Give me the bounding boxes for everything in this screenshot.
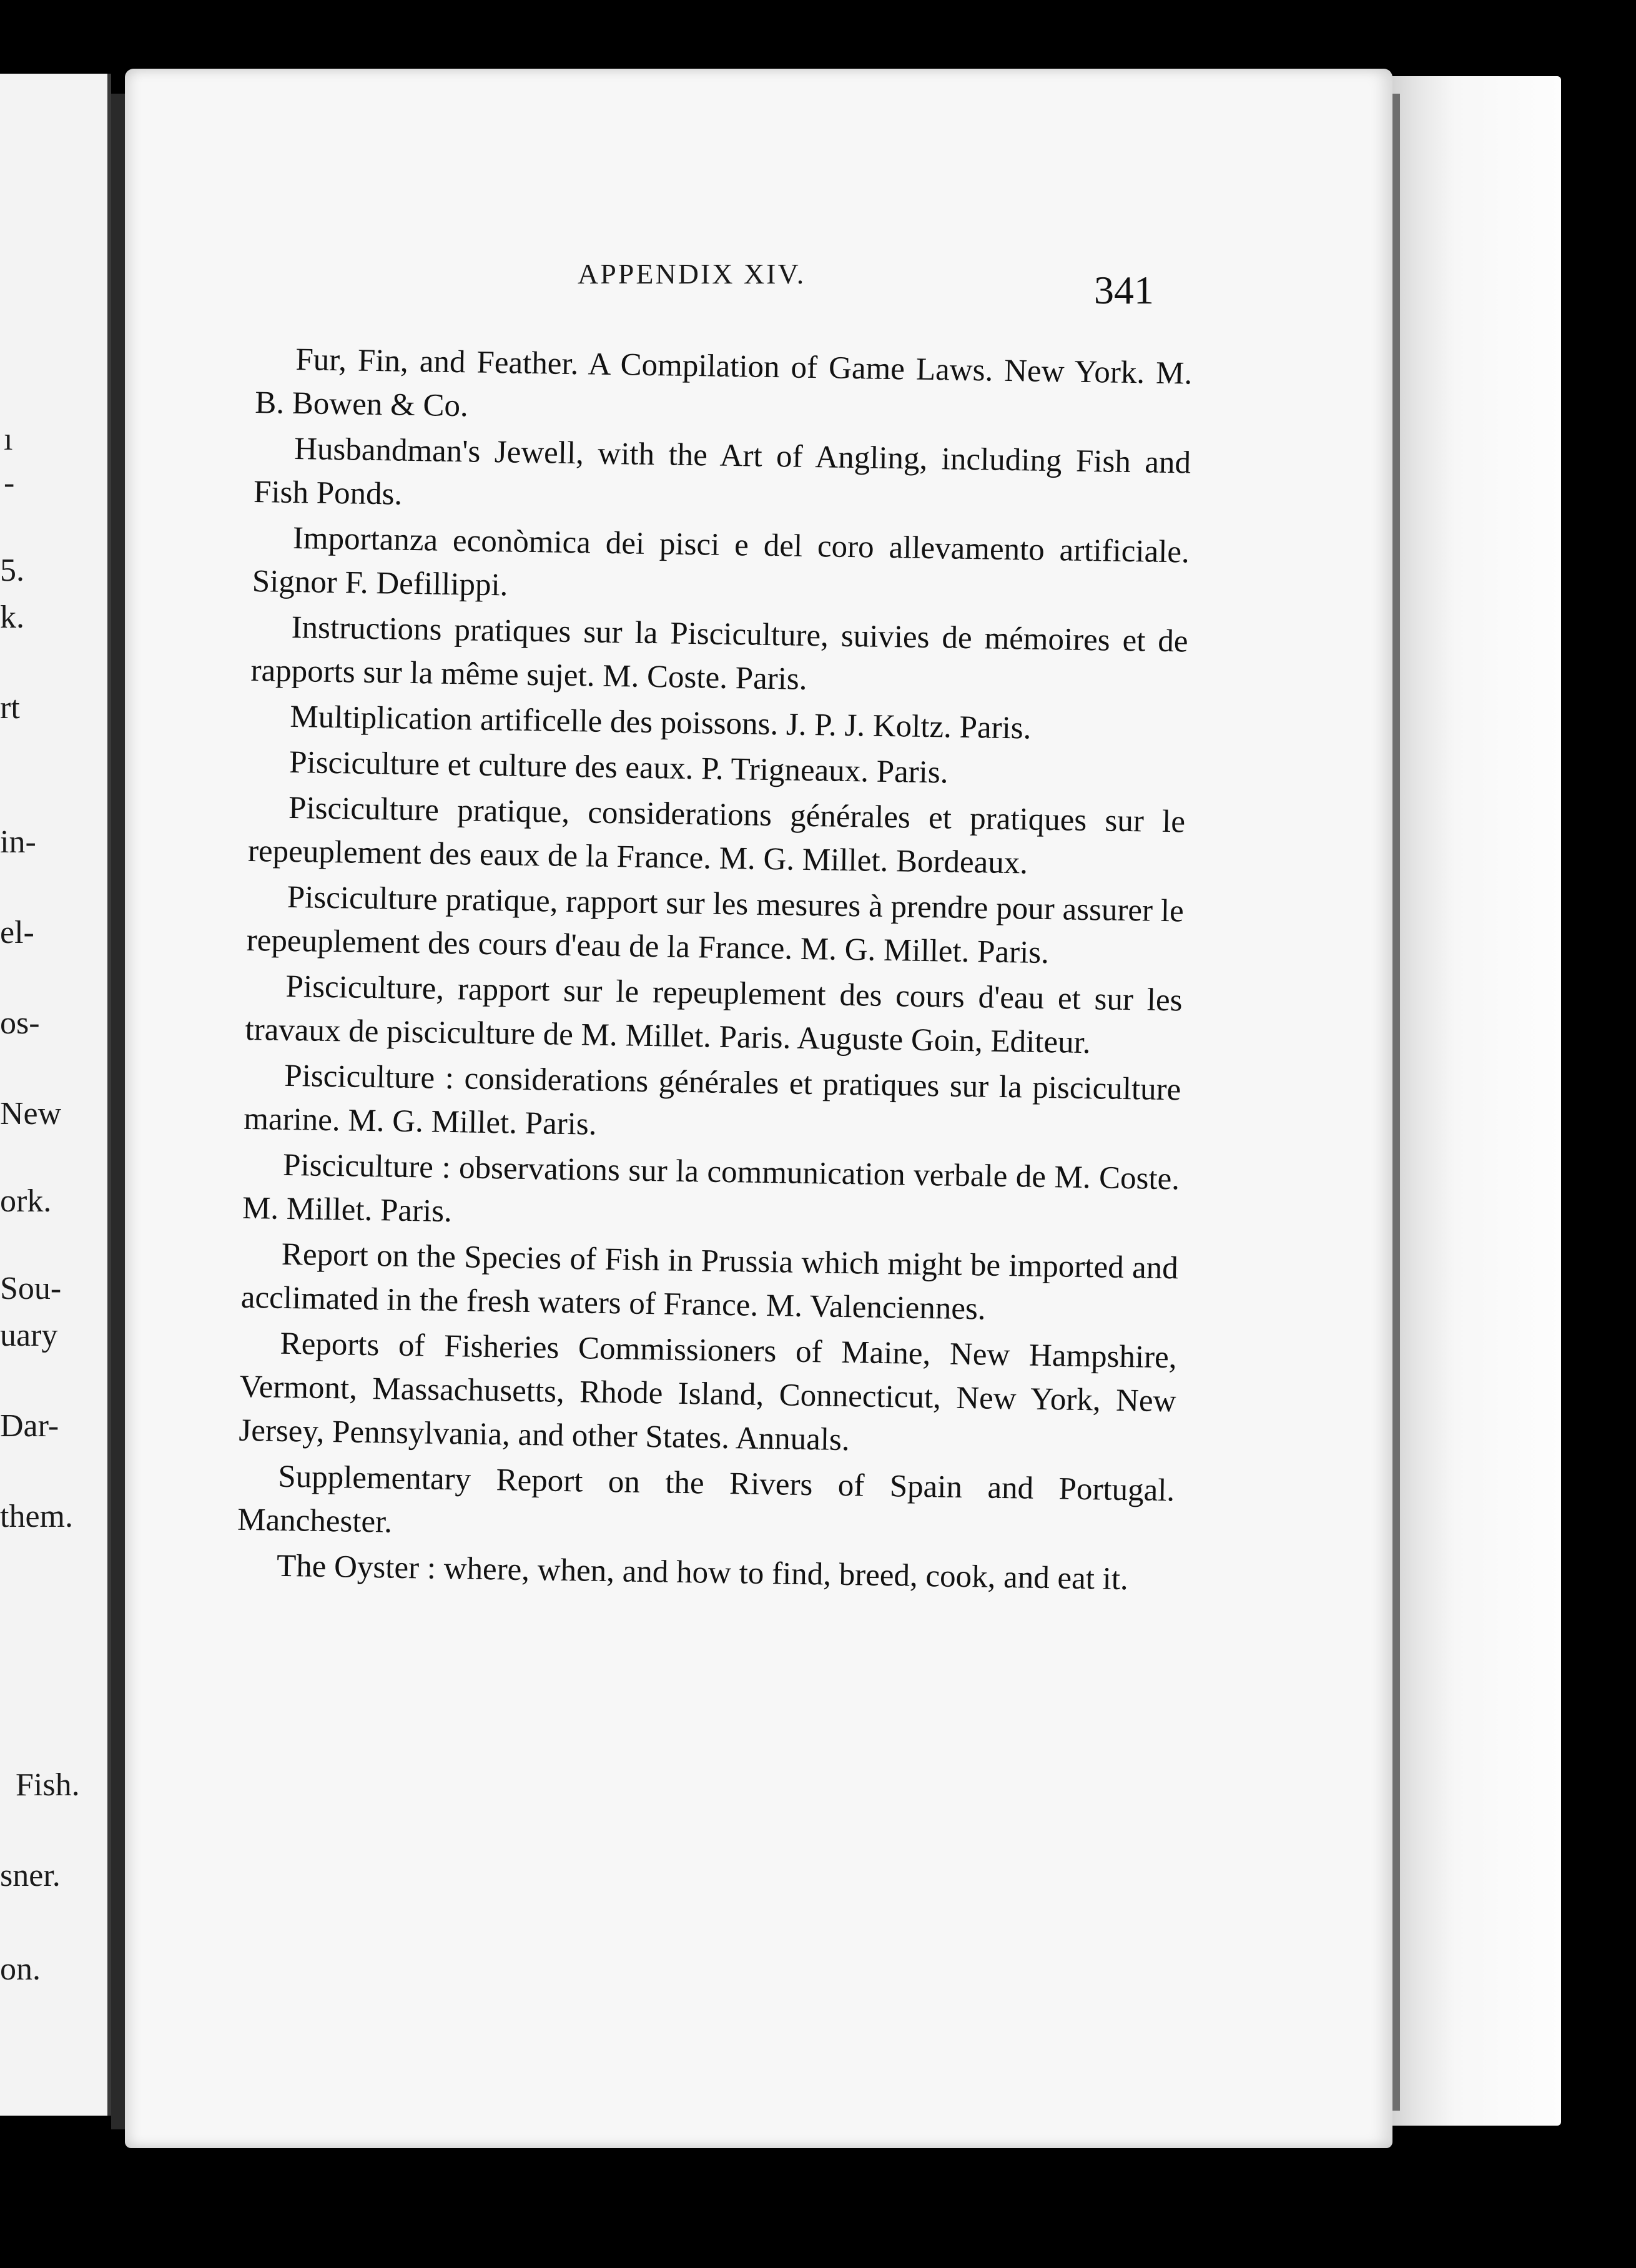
- left-fragment: k.: [0, 599, 24, 635]
- bibliography-entry: Report on the Species of Fish in Prussia which might be imported and acclimated in the fresh waters of France. M. Valenciennes.: [240, 1236, 1179, 1327]
- left-fragment: Fish.: [16, 1767, 80, 1803]
- left-fragment: Dar-: [0, 1408, 59, 1444]
- bibliography-entry: Husbandman's Jewell, with the Art of Angling, including Fish and Fish Ponds.: [253, 431, 1191, 512]
- left-fragment: New: [0, 1096, 62, 1132]
- bibliography-entry: Pisciculture et culture des eaux. P. Trigneaux. Paris.: [288, 744, 949, 791]
- left-fragment: them.: [0, 1499, 73, 1534]
- bibliography-entry: The Oyster : where, when, and how to find, breed, cook, and eat it.: [276, 1548, 1129, 1597]
- left-fragment: sner.: [0, 1858, 61, 1893]
- bibliography-entry: Pisciculture : considerations générales et pratiques sur la pisciculture marine. M. G. Millet. Paris.: [243, 1058, 1181, 1142]
- bibliography-entry: Instructions pratiques sur la Pisciculture, suivies de mémoires et de rapports sur la même sujet. M. Coste. Paris.: [250, 609, 1188, 697]
- bibliography-entry: Pisciculture, rapport sur le repeuplement des cours d'eau et sur les travaux de pisciculture de M. Millet. Paris. Auguste Goin, Editeur.: [245, 969, 1183, 1061]
- bibliography-entry: Supplementary Report on the Rivers of Spain and Portugal. Manchester.: [237, 1459, 1175, 1540]
- left-fragment: -: [4, 465, 15, 501]
- left-fragment: Sou-: [0, 1271, 62, 1306]
- bibliography-entry: Reports of Fisheries Commissioners of Maine, New Hampshire, Vermont, Massachusetts, Rhode Island, Connecticut, New York, New Jersey, Pennsylvania, and other States. Annuals.: [239, 1326, 1177, 1458]
- bibliography-entry: Importanza econòmica dei pisci e del coro allevamento artificiale. Signor F. Defillippi.: [252, 520, 1190, 603]
- left-fragment: in-: [0, 824, 36, 860]
- left-facing-page: [0, 74, 111, 2116]
- bibliography-list: [237, 337, 1193, 1602]
- left-fragment: rt: [0, 690, 20, 726]
- left-fragment: uary: [0, 1318, 58, 1353]
- left-fragment: ı: [4, 422, 13, 457]
- bibliography-entry: Pisciculture pratique, rapport sur les mesures à prendre pour assurer le repeuplement des cours d'eau de la France. M. G. Millet. Paris.: [246, 879, 1185, 971]
- left-fragment: el-: [0, 915, 34, 950]
- page-edge-shadow: [1391, 94, 1400, 2111]
- bibliography-entry: Multiplication artificelle des poissons. J. P. J. Koltz. Paris.: [290, 699, 1032, 746]
- left-fragment: os-: [0, 1005, 40, 1041]
- book-gutter: [111, 94, 125, 2129]
- bibliography-entry: Pisciculture pratique, considerations générales et pratiques sur le repeuplement des eaux de la France. M. G. Millet. Bordeaux.: [247, 790, 1186, 881]
- bibliography-entry: Pisciculture : observations sur la communication verbale de M. Coste. M. Millet. Paris.: [242, 1147, 1180, 1230]
- page-number: 341: [1094, 268, 1154, 312]
- left-fragment: 5.: [0, 553, 24, 588]
- bibliography-entry: Fur, Fin, and Feather. A Compilation of Game Laws. New York. M. B. Bowen & Co.: [254, 342, 1193, 424]
- left-fragment: on.: [0, 1951, 41, 1987]
- left-fragment: ork.: [0, 1183, 52, 1219]
- running-head: APPENDIX XIV.: [578, 258, 806, 290]
